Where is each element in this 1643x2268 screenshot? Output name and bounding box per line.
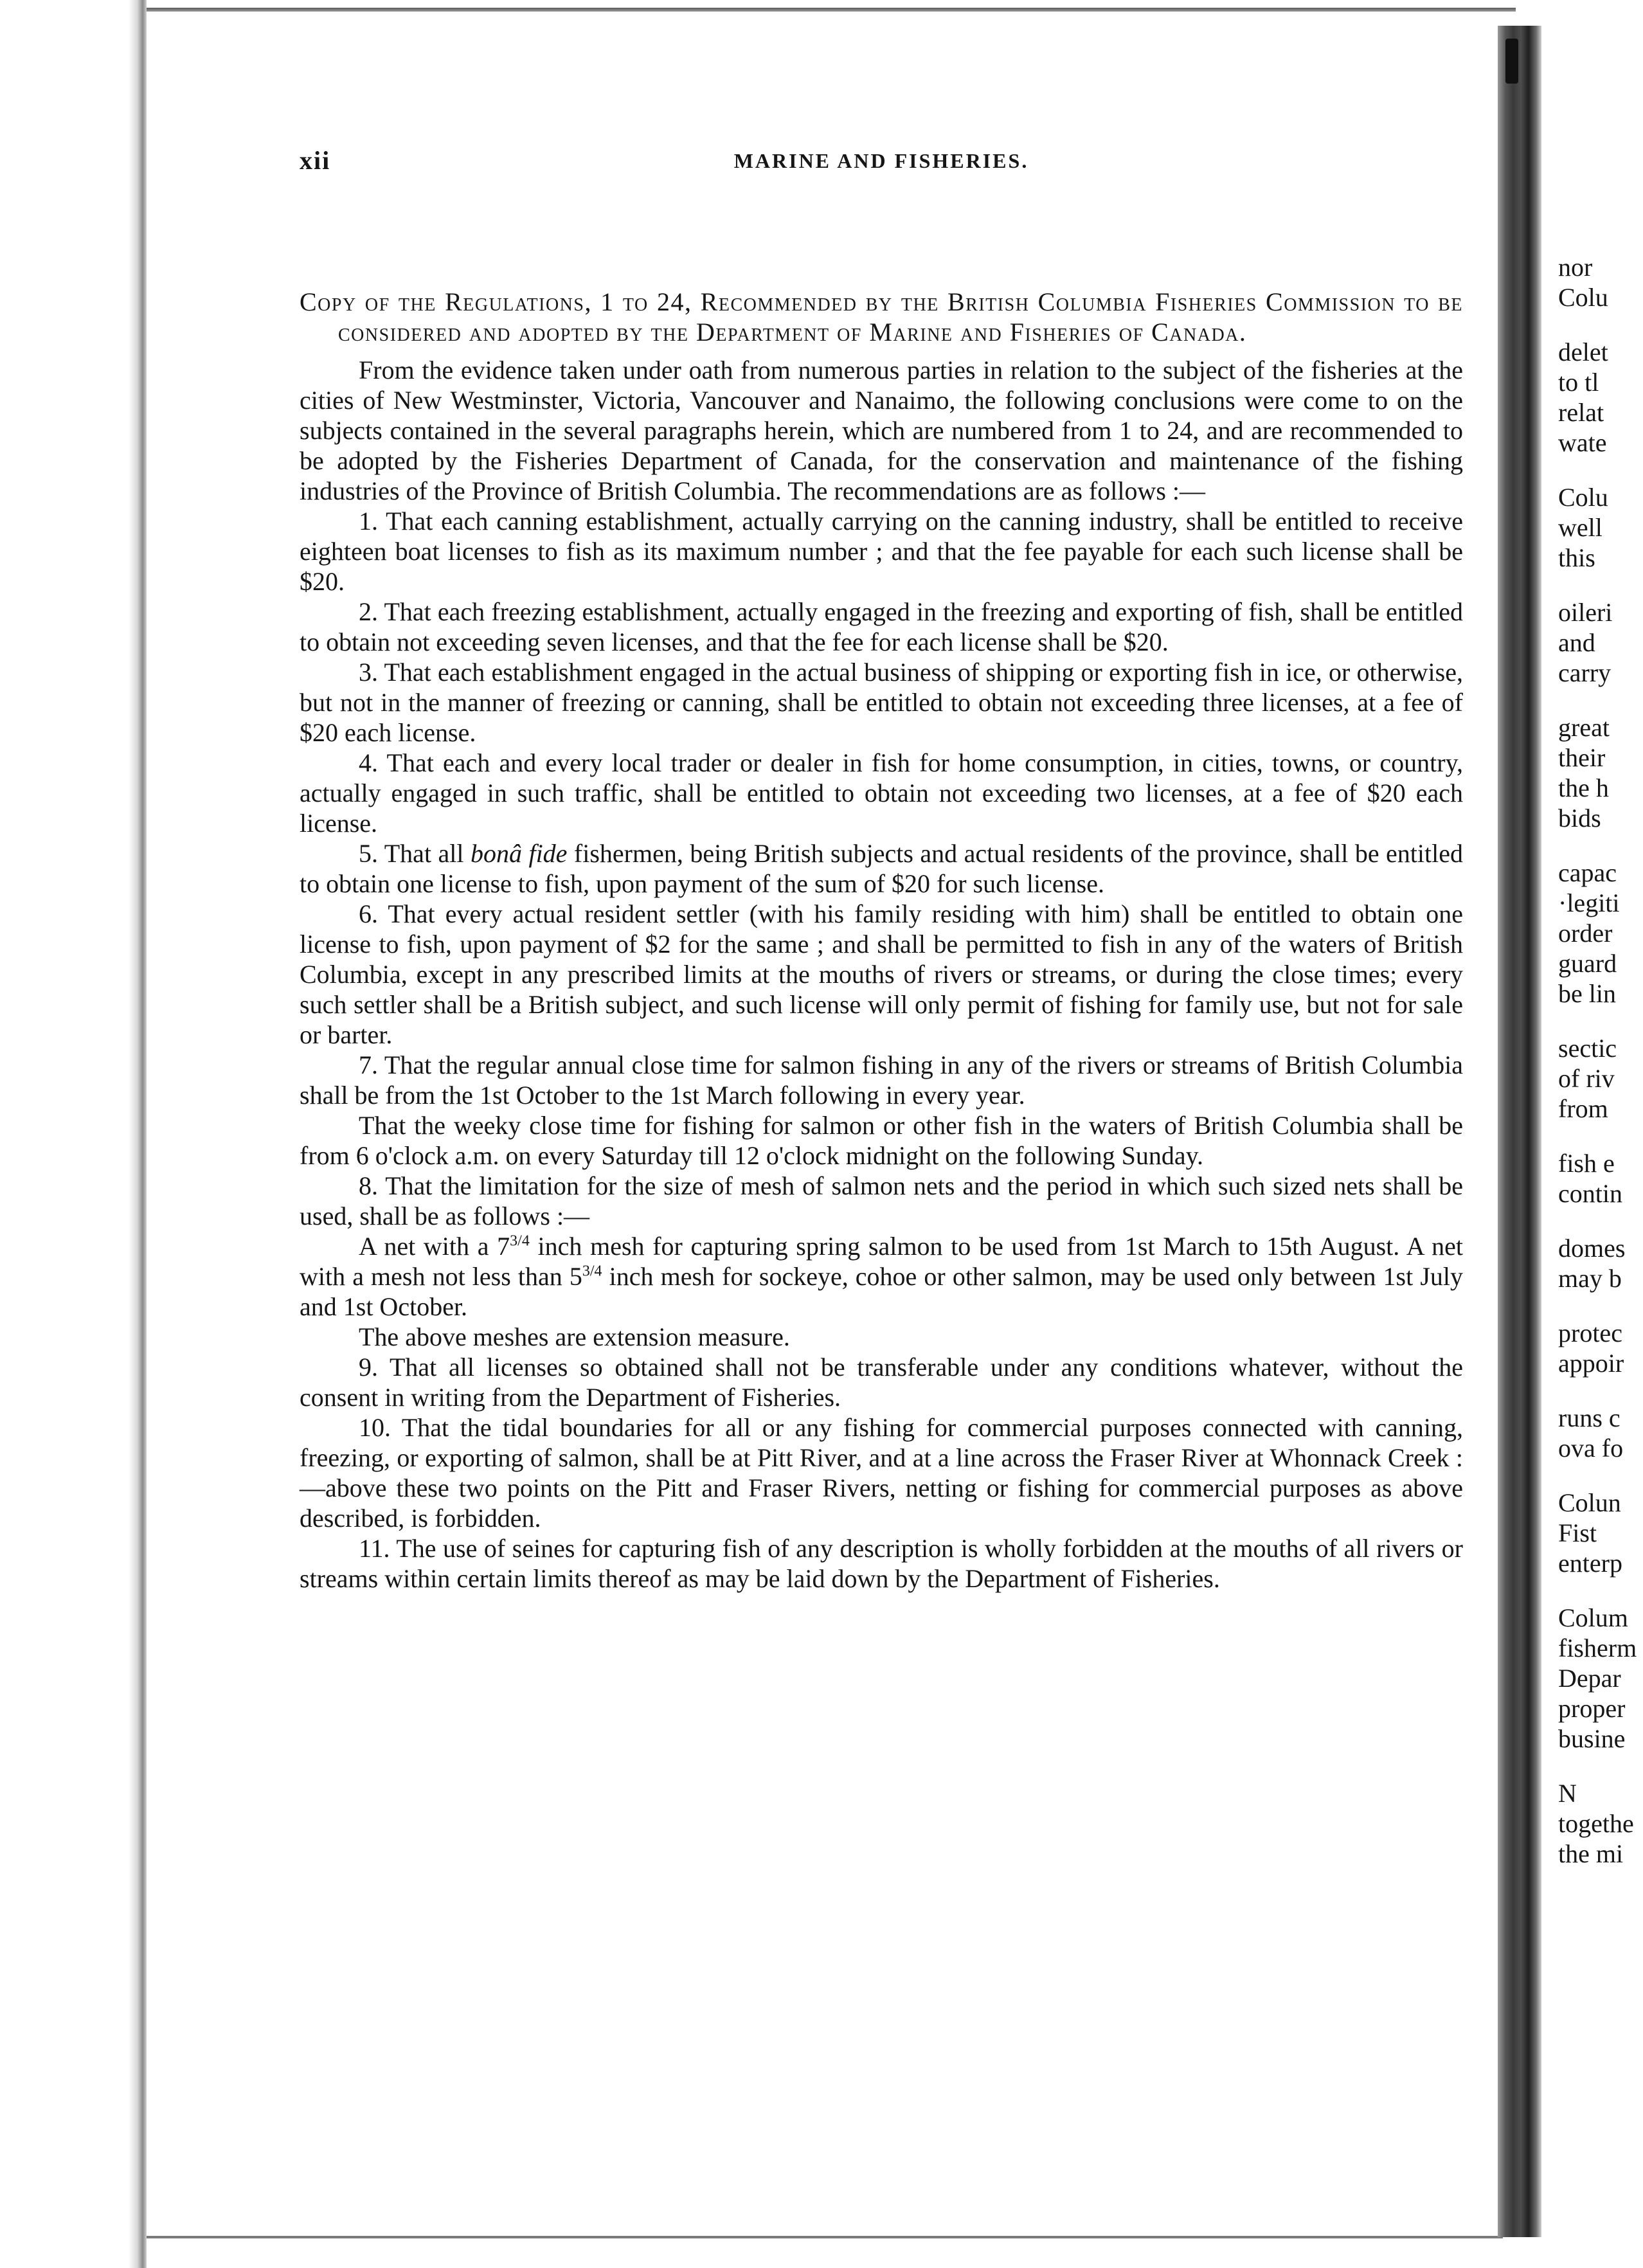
adjacent-page-line: guard: [1558, 949, 1617, 978]
section-caption: Copy of the Regulations, 1 to 24, Recommended by the British Columbia Fisheries Commission to be considered and adopted by the Department of Marine and Fisheries of Canada.: [300, 287, 1463, 346]
adjacent-page-line: Depar: [1558, 1664, 1621, 1693]
mesh-text-1: A net with a 7: [359, 1232, 510, 1261]
regulation-5-start: 5. That all: [359, 839, 471, 868]
adjacent-page-line: contin: [1558, 1179, 1622, 1208]
adjacent-page-line: [1558, 1754, 1643, 1778]
adjacent-page-line: carry: [1558, 658, 1612, 687]
adjacent-page-line: runs c: [1558, 1403, 1621, 1432]
adjacent-page-line: great: [1558, 713, 1610, 742]
adjacent-page-line: domes: [1558, 1234, 1626, 1263]
adjacent-page-line: [1558, 1463, 1643, 1488]
adjacent-page-fragment: [1558, 252, 1643, 1869]
page-header: [300, 145, 1463, 184]
adjacent-page-line: busine: [1558, 1724, 1626, 1753]
adjacent-page-line: protec: [1558, 1318, 1622, 1347]
adjacent-page-line: from: [1558, 1094, 1608, 1123]
adjacent-page-line: this: [1558, 543, 1595, 572]
adjacent-page-line: [1558, 1293, 1643, 1318]
mesh-fraction-1: 3/4: [510, 1232, 530, 1250]
adjacent-page-line: [1558, 688, 1643, 712]
regulation-10: 10. That the tidal boundaries for all or any fishing for commercial purposes connected with canning, freezing, or exporting of salmon, shall be at Pitt River, and at a line across the Fraser River at Whonnack Creek :—above these two points on the Pitt and Fraser Rivers, netting or fishing for commercial purposes as above described, is forbidden.: [300, 1413, 1463, 1533]
mesh-text-3: inch mesh for sockeye, cohoe or other salmon, may be used only between 1st July and 1st October.: [300, 1262, 1464, 1321]
regulation-6: 6. That every actual resident settler (with his family residing with him) shall be entitled to obtain one license to fish, upon payment of $2 for the same ; and shall be permitted to fish in any of the waters of British Columbia, except in any prescribed limits at the mouths of rivers or streams, or during the close times; every such settler shall be a British subject, and such license will only permit of fishing for family use, but not for sale or barter.: [300, 899, 1463, 1049]
adjacent-page-line: [1558, 1124, 1643, 1148]
mesh-text-2: inch mesh for capturing spring salmon to be used from 1st March to 15th August. A net with a mesh not less than 5: [300, 1232, 1464, 1291]
adjacent-page-line: Fist: [1558, 1518, 1597, 1547]
regulation-5: [300, 838, 1463, 899]
intro-paragraph: From the evidence taken under oath from numerous parties in relation to the subject of the fisheries at the cities of New Westminster, Victoria, Vancouver and Nanaimo, the following conclusions were come to on the subjects contained in the several paragraphs herein, which are numbered from 1 to 24, and are recommended to be adopted by the Fisheries Department of Canada, for the conservation and maintenance of the fishing industries of the Province of British Columbia. The recommendations are as follows :—: [300, 356, 1463, 505]
adjacent-page-line: Colu: [1558, 283, 1608, 312]
adjacent-page-line: wate: [1558, 428, 1607, 457]
adjacent-page-line: their: [1558, 743, 1606, 772]
regulation-2: 2. That each freezing establishment, actually engaged in the freezing and exporting of fish, shall be entitled to obtain not exceeding seven licenses, and that the fee for each license shall be $20.: [300, 597, 1463, 656]
adjacent-page-line: and: [1558, 628, 1595, 657]
adjacent-page-line: [1558, 312, 1643, 337]
adjacent-page-line: Colu: [1558, 483, 1608, 512]
regulation-5-italic: bonâ fide: [470, 839, 568, 868]
adjacent-page-line: delet: [1558, 338, 1608, 366]
regulation-4: 4. That each and every local trader or dealer in fish for home consumption, in cities, towns, or country, actually engaged in such traffic, shall be entitled to obtain not exceeding two licenses, at a fee of $20 each license.: [300, 748, 1463, 838]
regulation-1: 1. That each canning establishment, actually carrying on the canning industry, shall be entitled to receive eighteen boat licenses to fish as its maximum number ; and that the fee payable for each such license shall be $20.: [300, 507, 1463, 596]
weekly-close-time: That the weeky close time for fishing for salmon or other fish in the waters of British Columbia shall be from 6 o'clock a.m. on every Saturday till 12 o'clock midnight on the following Sunday.: [300, 1111, 1463, 1170]
gutter-mark: [1505, 39, 1518, 84]
adjacent-page-line: [1558, 1378, 1643, 1403]
adjacent-page-line: ova fo: [1558, 1434, 1624, 1462]
adjacent-page-line: the h: [1558, 773, 1609, 802]
main-text-column: [300, 287, 1463, 1594]
scan-left-edge: [0, 0, 147, 2268]
adjacent-page-line: [1558, 458, 1643, 482]
mesh-measure-note: The above meshes are extension measure.: [359, 1322, 790, 1351]
running-title: MARINE AND FISHERIES.: [733, 149, 1029, 172]
adjacent-page-line: be lin: [1558, 979, 1616, 1008]
scan-top-edge: [147, 8, 1516, 12]
adjacent-page-line: of riv: [1558, 1064, 1615, 1093]
page-number: xii: [300, 146, 331, 175]
regulation-7: 7. That the regular annual close time for salmon fishing in any of the rivers or streams of British Columbia shall be from the 1st October to the 1st March following in every year.: [300, 1050, 1463, 1110]
regulation-11: 11. The use of seines for capturing fish of any description is wholly forbidden at the mouths of all rivers or streams within certain limits thereof as may be laid down by the Department of Fisheries.: [300, 1534, 1463, 1593]
adjacent-page-line: N: [1558, 1779, 1577, 1808]
adjacent-page-line: bids: [1558, 804, 1601, 833]
adjacent-page-line: well: [1558, 513, 1603, 542]
adjacent-page-line: ·legiti: [1558, 888, 1620, 917]
adjacent-page-line: [1558, 1209, 1643, 1233]
mesh-rule: [300, 1231, 1463, 1322]
adjacent-page-line: may b: [1558, 1264, 1622, 1293]
adjacent-page-line: [1558, 833, 1643, 858]
regulation-8: 8. That the limitation for the size of mesh of salmon nets and the period in which such sized nets shall be used, shall be as follows :—: [300, 1171, 1463, 1230]
adjacent-page-line: proper: [1558, 1694, 1626, 1723]
regulation-5-rest: fishermen, being British subjects and actual residents of the province, shall be entitled to obtain one license to fish, upon payment of the sum of $20 for such license.: [300, 839, 1464, 898]
adjacent-page-line: fisherm: [1558, 1634, 1637, 1662]
adjacent-page-line: order: [1558, 919, 1613, 948]
adjacent-page-line: sectic: [1558, 1034, 1617, 1063]
adjacent-page-line: relat: [1558, 398, 1604, 427]
regulation-9: 9. That all licenses so obtained shall not be transferable under any conditions whatever, without the consent in writing from the Department of Fisheries.: [300, 1353, 1463, 1412]
adjacent-page-line: oileri: [1558, 598, 1613, 627]
adjacent-page-line: [1558, 1578, 1643, 1603]
adjacent-page-line: capac: [1558, 858, 1617, 887]
adjacent-page-line: [1558, 573, 1643, 597]
adjacent-page-line: appoir: [1558, 1349, 1624, 1378]
adjacent-page-line: Colun: [1558, 1488, 1621, 1517]
adjacent-page-line: Colum: [1558, 1603, 1628, 1632]
adjacent-page-line: nor: [1558, 253, 1593, 282]
adjacent-page-line: togethe: [1558, 1809, 1634, 1838]
adjacent-page-line: the mi: [1558, 1839, 1624, 1868]
mesh-fraction-2: 3/4: [582, 1263, 602, 1280]
scan-bottom-edge: [147, 2236, 1503, 2238]
adjacent-page-line: enterp: [1558, 1549, 1622, 1578]
book-gutter: [1498, 26, 1541, 2237]
adjacent-page-line: [1558, 1009, 1643, 1033]
adjacent-page-line: to tl: [1558, 368, 1599, 397]
adjacent-page-line: fish e: [1558, 1149, 1615, 1178]
regulation-3: 3. That each establishment engaged in the actual business of shipping or exporting fish in ice, or otherwise, but not in the manner of freezing or canning, shall be entitled to obtain not exceeding three licenses, at a fee of $20 each license.: [300, 658, 1463, 747]
